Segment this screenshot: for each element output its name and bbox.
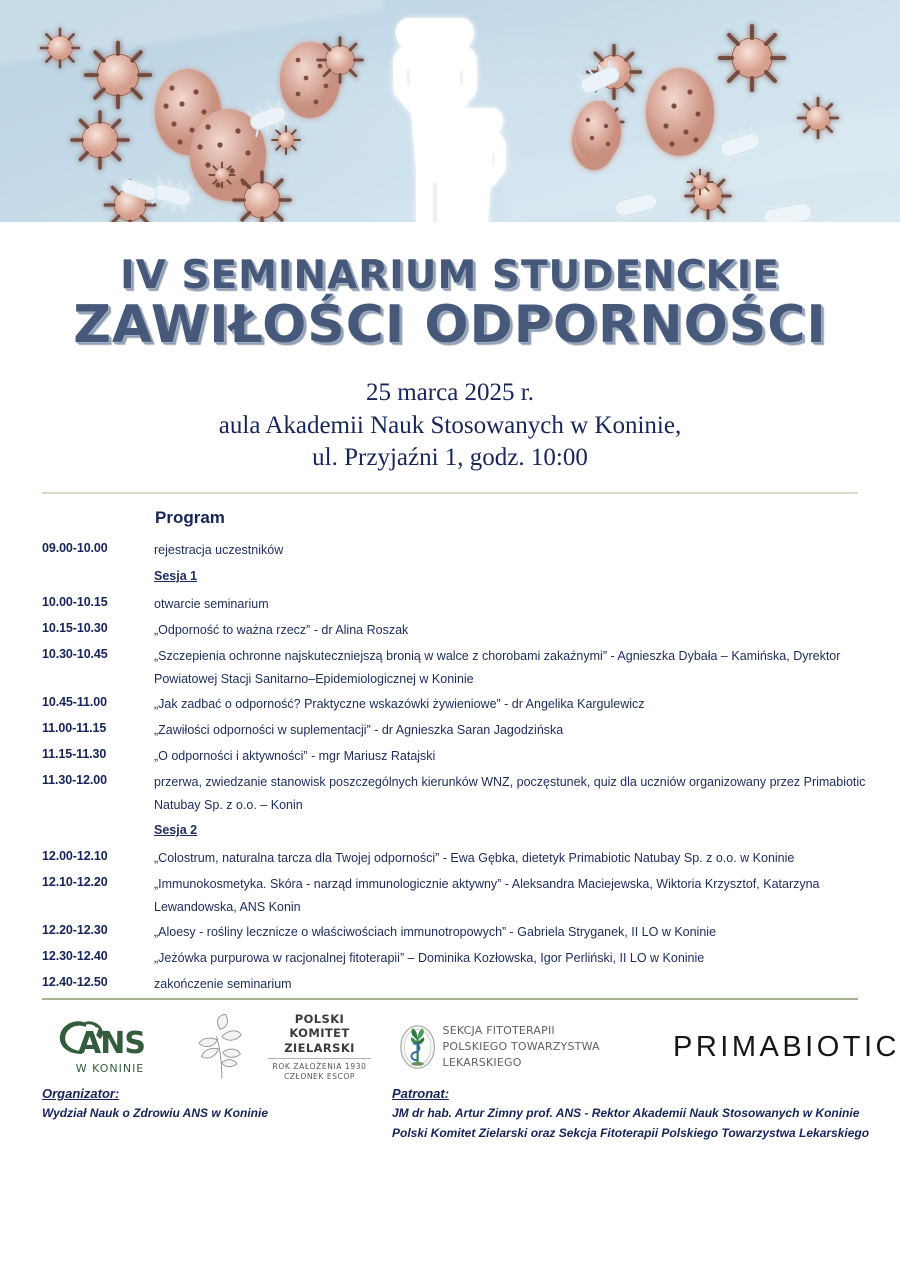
patronage-label: Patronat: (392, 1086, 450, 1102)
session-label: Sesja 2 (154, 823, 198, 837)
program-row (0, 718, 900, 744)
program-row-time: 12.30-12.40 (42, 949, 108, 964)
pkz-line-3: ROK ZAŁOŻENIA 1930 (272, 1062, 367, 1072)
program-row (0, 920, 900, 946)
program-row-description: otwarcie seminarium (154, 596, 269, 611)
program-row (0, 592, 900, 618)
patronage-line-1: JM dr hab. Artur Zimny prof. ANS - Rektor Akademii Nauk Stosowanych w Koninie (392, 1106, 860, 1121)
program-row-description: „Immunokosmetyka. Skóra - narząd immunologicznie aktywny” - Aleksandra Maciejewska, Wiktoria Krzysztof, Katarzyna Lewandowska, ANS Konin (154, 877, 820, 915)
program-session-header (0, 564, 900, 592)
organizer-block (42, 1084, 392, 1143)
program-row-description: „Colostrum, naturalna tarcza dla Twojej odporności” - Ewa Gębka, dietetyk Primabiotic Natubay Sp. z o.o. w Koninie (154, 851, 795, 865)
program-heading: Program (155, 507, 225, 527)
program-row-description: „Szczepienia ochronne najskuteczniejszą bronią w walce z chorobami zakaźnymi” - Agnieszka Dybała – Kamińska, Dyrektor Powiatowej Stacji Sanitarno–Epidemiologicznej w Koninie (154, 648, 841, 686)
banner-illustration (0, 0, 900, 222)
sponsor-logos (0, 1008, 900, 1086)
pkz-line-1: POLSKI (294, 1012, 345, 1027)
svg-text:ANS: ANS (78, 1025, 145, 1060)
title-line-2: ZAWIŁOŚCI ODPORNOŚCI (0, 299, 900, 351)
sfp-line-1: SEKCJA FITOTERAPII (442, 1024, 555, 1038)
program-row-time: 10.00-10.15 (42, 594, 108, 609)
program-row-description: zakończenie seminarium (154, 977, 292, 992)
program-row-time: 10.30-10.45 (42, 646, 108, 661)
program-row (0, 872, 900, 920)
program-row (0, 846, 900, 872)
event-address: ul. Przyjaźni 1, godz. 10:00 (312, 444, 588, 471)
program-row-description: „Odporność to ważna rzecz” - dr Alina Roszak (154, 622, 409, 637)
organizer-label: Organizator: (42, 1086, 120, 1102)
ans-konin-logo (52, 1020, 168, 1075)
program-row-description: „Aloesy - rośliny lecznicze o właściwościach immunotropowych” - Gabriela Stryganek, II LO w Koninie (154, 925, 717, 940)
program-row-time: 12.20-12.30 (42, 923, 108, 938)
human-silhouettes-icon (393, 18, 506, 222)
program-session-header (0, 818, 900, 846)
pkz-line-4: CZŁONEK ESCOP (283, 1072, 356, 1082)
program-row-time: 09.00-10.00 (42, 540, 108, 555)
pkz-divider (268, 1058, 372, 1059)
ans-logo-sub: W KONINIE (75, 1061, 145, 1075)
title-line-1: IV SEMINARIUM STUDENCKIE (0, 256, 900, 295)
primabiotic-logo: PRIMABIOTIC (672, 1030, 900, 1063)
sfp-line-2: POLSKIEGO TOWARZYSTWA LEKARSKIEGO (442, 1040, 600, 1070)
program-row-description (154, 819, 880, 842)
program-row-time: 12.10-12.20 (42, 875, 108, 889)
program-row-time: 10.45-11.00 (42, 694, 107, 709)
program-row-description: „O odporności i aktywności” - mgr Mariusz Ratajski (154, 748, 436, 763)
program-row (0, 538, 900, 564)
session-label: Sesja 1 (154, 568, 198, 583)
footer (0, 1084, 900, 1143)
program-row (0, 644, 900, 692)
ans-horse-icon (52, 1020, 168, 1060)
program-row (0, 618, 900, 644)
event-details (0, 377, 900, 475)
asclepius-emblem-icon (399, 1021, 436, 1073)
program-row-time: 12.40-12.50 (42, 975, 108, 990)
program-row (0, 972, 900, 998)
poster-title (0, 253, 900, 355)
program-row-description: „Jeżówka purpurowa w racjonalnej fitoterapii” – Dominika Kozłowska, Igor Perliński, II LO w Koninie (154, 951, 705, 966)
program-row-description (154, 565, 880, 588)
program-row-time: 11.30-12.00 (42, 772, 107, 787)
herb-leaf-icon (190, 1009, 254, 1085)
program-row-time: 11.00-11.15 (42, 720, 107, 735)
divider-top (42, 492, 858, 494)
organizer-value: Wydział Nauk o Zdrowiu ANS w Koninie (42, 1106, 269, 1121)
header-banner-image (0, 0, 900, 222)
program-row (0, 744, 900, 770)
program-row-time: 12.00-12.10 (42, 849, 108, 863)
event-venue: aula Akademii Nauk Stosowanych w Koninie, (218, 411, 682, 439)
program-row-time: 10.15-10.30 (42, 620, 108, 635)
program-row-description: „Zawiłości odporności w suplementacji” - dr Agnieszka Saran Jagodzińska (154, 722, 564, 737)
program-row (0, 770, 900, 818)
program-row-description: przerwa, zwiedzanie stanowisk poszczególnych kierunków WNZ, poczęstunek, quiz dla uczniów organizowany przez Primabiotic Natubay Sp. z o.o. – Konin (154, 774, 866, 812)
patronage-line-2: Polski Komitet Zielarski oraz Sekcja Fitoterapii Polskiego Towarzystwa Lekarskiego (392, 1125, 870, 1140)
patronage-block (392, 1084, 900, 1143)
program-row-description: „Jak zadbać o odporność? Praktyczne wskazówki żywieniowe” - dr Angelika Kargulewicz (154, 696, 645, 711)
program-row (0, 692, 900, 718)
program-table (0, 538, 900, 999)
pkz-line-2: KOMITET ZIELARSKI (284, 1026, 355, 1055)
divider-bottom (42, 998, 858, 1000)
program-row (0, 946, 900, 972)
event-date: 25 marca 2025 r. (365, 379, 534, 406)
polski-komitet-zielarski-logo (190, 1009, 379, 1085)
program-row-time: 11.15-11.30 (42, 746, 107, 761)
program-row-description: rejestracja uczestników (154, 542, 284, 557)
sekcja-fitoterapii-logo (399, 1021, 655, 1073)
